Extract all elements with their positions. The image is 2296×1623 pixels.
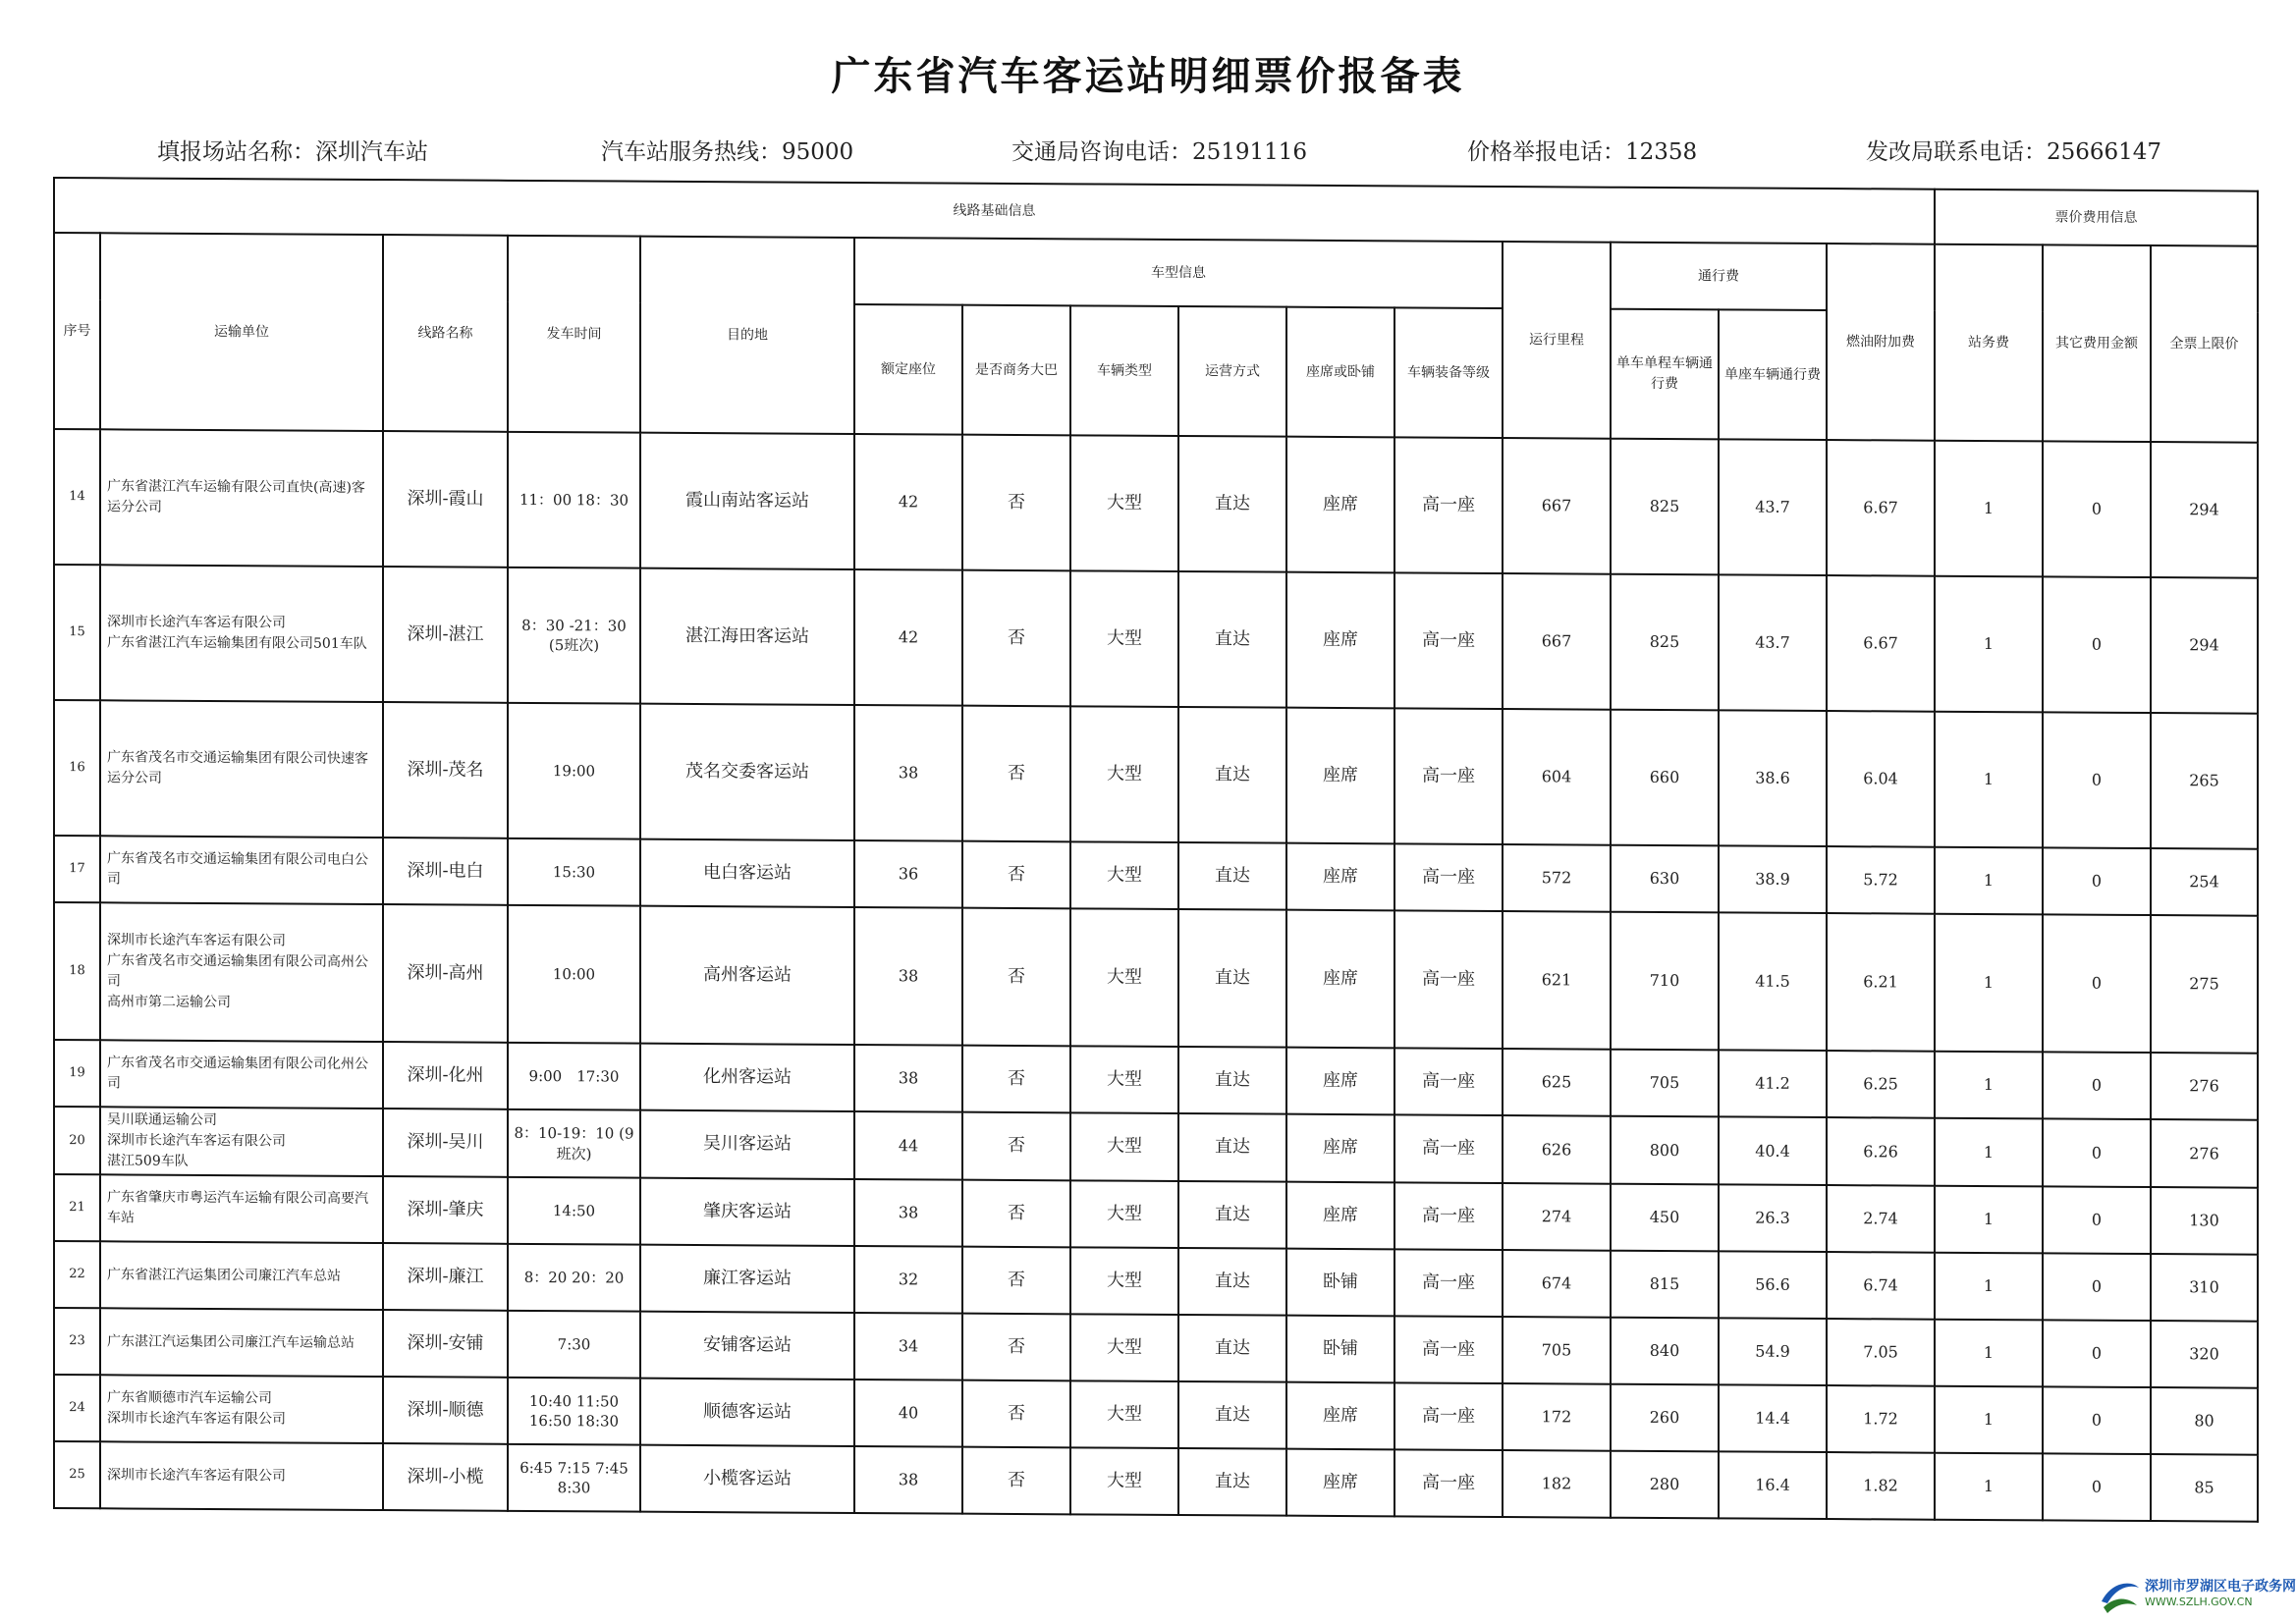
equipment-grade-cell: 高一座 <box>1394 1249 1503 1317</box>
fuel-surcharge-cell: 1.82 <box>1827 1452 1935 1520</box>
destination-cell: 湛江海田客运站 <box>640 568 854 705</box>
carrier-cell: 广东省茂名市交通运输集团有限公司化州公司 <box>100 1040 383 1109</box>
toll-per-seat-header: 单座车辆通行费 <box>1719 309 1827 440</box>
vehicle-type-cell: 大型 <box>1070 1112 1178 1181</box>
fuel-surcharge-cell: 5.72 <box>1827 846 1935 914</box>
operation-mode-cell: 直达 <box>1178 1181 1286 1249</box>
max-price-cell: 130 <box>2151 1187 2258 1255</box>
site-logo-cn-text: 深圳市罗湖区电子政务网 <box>2145 1579 2296 1595</box>
seq-cell: 18 <box>54 902 100 1040</box>
mileage-cell: 274 <box>1503 1183 1611 1251</box>
vehicle-type-cell: 大型 <box>1070 570 1178 707</box>
vehicle-type-cell: 大型 <box>1070 706 1178 842</box>
equipment-grade-cell: 高一座 <box>1394 1316 1503 1383</box>
fuel-surcharge-cell: 6.26 <box>1827 1117 1935 1186</box>
seat-or-sleeper-cell: 座席 <box>1286 1182 1394 1250</box>
operation-mode-cell: 直达 <box>1178 1448 1286 1516</box>
table-row <box>54 902 2258 1054</box>
station-fee-cell: 1 <box>1935 441 2043 577</box>
max-price-cell: 294 <box>2151 577 2258 714</box>
destination-cell: 茂名交委客运站 <box>640 704 854 840</box>
business-bus-cell: 否 <box>962 1380 1070 1448</box>
destination-cell: 高州客运站 <box>640 906 854 1045</box>
operation-mode-cell: 直达 <box>1178 1315 1286 1382</box>
toll-per-seat-cell: 14.4 <box>1719 1384 1827 1452</box>
other-fee-cell: 0 <box>2043 1453 2151 1521</box>
ndrc-phone-label: 发改局联系电话：25666147 <box>1866 139 2162 165</box>
other-fee-cell: 0 <box>2043 1118 2151 1187</box>
toll-per-seat-cell: 26.3 <box>1719 1184 1827 1252</box>
destination-cell: 顺德客运站 <box>640 1379 854 1446</box>
carrier-cell: 广东省湛江汽运集团公司廉江汽车总站 <box>100 1241 383 1310</box>
page-title: 广东省汽车客运站明细票价报备表 <box>831 54 1465 99</box>
vehicle-type-cell: 大型 <box>1070 908 1178 1047</box>
destination-cell: 廉江客运站 <box>640 1245 854 1313</box>
seats-cell: 38 <box>854 1179 962 1247</box>
business-bus-cell: 否 <box>962 435 1070 571</box>
route-name-cell: 深圳-廉江 <box>383 1243 508 1311</box>
operation-mode-cell: 直达 <box>1178 1047 1286 1114</box>
vehicle-type-cell: 大型 <box>1070 1247 1178 1315</box>
mileage-cell: 172 <box>1503 1383 1611 1451</box>
seq-cell: 16 <box>54 700 100 836</box>
seats-cell: 44 <box>854 1111 962 1180</box>
business-bus-cell: 否 <box>962 1046 1070 1113</box>
route-name-cell: 深圳-化州 <box>383 1042 508 1109</box>
table-row <box>54 1441 2258 1522</box>
transport-bureau-phone-label: 交通局咨询电话：25191116 <box>1011 139 1308 165</box>
max-price-cell: 80 <box>2151 1387 2258 1455</box>
equipment-grade-cell: 高一座 <box>1394 437 1503 573</box>
equipment-grade-cell: 高一座 <box>1394 1182 1503 1250</box>
max-price-header: 全票上限价 <box>2151 245 2258 443</box>
seat-or-sleeper-cell: 卧铺 <box>1286 1249 1394 1317</box>
fuel-surcharge-cell: 6.74 <box>1827 1252 1935 1320</box>
seats-cell: 42 <box>854 569 962 706</box>
mileage-cell: 182 <box>1503 1450 1611 1518</box>
max-price-cell: 275 <box>2151 915 2258 1054</box>
toll-per-seat-cell: 56.6 <box>1719 1251 1827 1319</box>
mileage-cell: 604 <box>1503 709 1611 845</box>
equipment-grade-cell: 高一座 <box>1394 1449 1503 1517</box>
other-fee-cell: 0 <box>2043 1320 2151 1387</box>
destination-cell: 肇庆客运站 <box>640 1178 854 1246</box>
toll-per-vehicle-cell: 825 <box>1611 439 1719 575</box>
depart-time-cell: 8：10-19：10 (9班次) <box>508 1109 640 1178</box>
fuel-surcharge-cell: 6.67 <box>1827 440 1935 576</box>
station-fee-cell: 1 <box>1935 576 2043 713</box>
table-row <box>54 700 2258 849</box>
toll-per-vehicle-cell: 660 <box>1611 710 1719 846</box>
carrier-cell: 深圳市长途汽车客运有限公司 广东省茂名市交通运输集团有限公司高州公司 高州市第二运输公司 <box>100 902 383 1042</box>
toll-per-seat-cell: 38.6 <box>1719 710 1827 846</box>
seq-header: 序号 <box>54 233 100 429</box>
carrier-cell: 广东省湛江汽车运输有限公司直快(高速)客运分公司 <box>100 429 383 567</box>
toll-per-vehicle-cell: 280 <box>1611 1451 1719 1519</box>
toll-per-seat-cell: 41.2 <box>1719 1050 1827 1117</box>
vehicle-type-cell: 大型 <box>1070 1180 1178 1248</box>
operation-mode-cell: 直达 <box>1178 436 1286 572</box>
seq-cell: 19 <box>54 1040 100 1107</box>
carrier-cell: 深圳市长途汽车客运有限公司 <box>100 1441 383 1510</box>
mileage-cell: 626 <box>1503 1115 1611 1184</box>
other-fee-cell: 0 <box>2043 914 2151 1053</box>
equipment-grade-cell: 高一座 <box>1394 708 1503 844</box>
seats-cell: 38 <box>854 1446 962 1514</box>
vehicle-info-header: 车型信息 <box>854 238 1503 308</box>
mileage-cell: 621 <box>1503 911 1611 1050</box>
toll-per-vehicle-header: 单车单程车辆通行费 <box>1611 309 1719 440</box>
station-fee-cell: 1 <box>1935 712 2043 848</box>
depart-time-cell: 7:30 <box>508 1311 640 1379</box>
vehicle-type-cell: 大型 <box>1070 841 1178 909</box>
station-fee-cell: 1 <box>1935 1052 2043 1119</box>
carrier-cell: 广东省肇庆市粤运汽车运输有限公司高要汽车站 <box>100 1174 383 1243</box>
column-header-row-1 <box>54 233 2258 313</box>
operation-mode-cell: 直达 <box>1178 571 1286 708</box>
seq-cell: 22 <box>54 1241 100 1308</box>
carrier-cell: 广东省茂名市交通运输集团有限公司快速客运分公司 <box>100 700 383 838</box>
operation-mode-cell: 直达 <box>1178 842 1286 910</box>
vehicle-type-cell: 大型 <box>1070 1046 1178 1113</box>
station-fee-header: 站务费 <box>1935 244 2043 442</box>
mileage-cell: 667 <box>1503 573 1611 710</box>
business-bus-cell: 否 <box>962 1314 1070 1381</box>
business-bus-cell: 否 <box>962 908 1070 1047</box>
equipment-grade-cell: 高一座 <box>1394 1382 1503 1450</box>
other-fee-header: 其它费用金额 <box>2043 244 2151 442</box>
seats-cell: 38 <box>854 907 962 1046</box>
toll-per-vehicle-cell: 630 <box>1611 845 1719 913</box>
vehicle-type-header: 车辆类型 <box>1070 305 1178 436</box>
business-bus-cell: 否 <box>962 1247 1070 1315</box>
site-logo-icon <box>2098 1576 2141 1615</box>
toll-per-vehicle-cell: 800 <box>1611 1116 1719 1185</box>
seat-or-sleeper-cell: 座席 <box>1286 437 1394 573</box>
business-bus-header: 是否商务大巴 <box>962 305 1070 436</box>
mileage-cell: 667 <box>1503 438 1611 574</box>
max-price-cell: 254 <box>2151 848 2258 916</box>
business-bus-cell: 否 <box>962 1112 1070 1181</box>
route-name-cell: 深圳-茂名 <box>383 702 508 839</box>
depart-time-cell: 8：20 20：20 <box>508 1244 640 1312</box>
toll-per-vehicle-cell: 840 <box>1611 1318 1719 1385</box>
max-price-cell: 85 <box>2151 1454 2258 1522</box>
operation-mode-cell: 直达 <box>1178 1248 1286 1316</box>
station-fee-cell: 1 <box>1935 1386 2043 1454</box>
depart-time-cell: 10:00 <box>508 905 640 1044</box>
seat-or-sleeper-cell: 座席 <box>1286 1382 1394 1450</box>
seat-or-sleeper-cell: 座席 <box>1286 843 1394 911</box>
seq-cell: 20 <box>54 1107 100 1174</box>
route-name-cell: 深圳-小榄 <box>383 1443 508 1511</box>
other-fee-cell: 0 <box>2043 1253 2151 1321</box>
seq-cell: 24 <box>54 1375 100 1441</box>
other-fee-cell: 0 <box>2043 441 2151 577</box>
depart-time-cell: 19:00 <box>508 703 640 839</box>
toll-per-vehicle-cell: 450 <box>1611 1184 1719 1252</box>
operation-mode-cell: 直达 <box>1178 1113 1286 1182</box>
table-row <box>54 429 2258 578</box>
vehicle-type-cell: 大型 <box>1070 435 1178 571</box>
mileage-cell: 705 <box>1503 1317 1611 1384</box>
route-name-cell: 深圳-顺德 <box>383 1377 508 1444</box>
station-fee-cell: 1 <box>1935 1253 2043 1321</box>
toll-per-seat-cell: 16.4 <box>1719 1451 1827 1519</box>
seats-cell: 36 <box>854 840 962 908</box>
depart-time-cell: 8：30 -21：30 (5班次) <box>508 568 640 704</box>
equipment-grade-cell: 高一座 <box>1394 910 1503 1049</box>
fee-info-header: 票价费用信息 <box>1935 189 2258 246</box>
other-fee-cell: 0 <box>2043 1052 2151 1119</box>
mileage-cell: 572 <box>1503 844 1611 912</box>
vehicle-type-cell: 大型 <box>1070 1314 1178 1381</box>
toll-per-seat-cell: 38.9 <box>1719 845 1827 913</box>
toll-per-seat-cell: 54.9 <box>1719 1318 1827 1385</box>
route-name-cell: 深圳-安铺 <box>383 1310 508 1378</box>
fuel-surcharge-cell: 1.72 <box>1827 1385 1935 1453</box>
max-price-cell: 276 <box>2151 1053 2258 1120</box>
seats-cell: 40 <box>854 1380 962 1447</box>
seat-or-sleeper-header: 座席或卧铺 <box>1286 307 1394 438</box>
carrier-header: 运输单位 <box>100 233 383 431</box>
route-name-cell: 深圳-吴川 <box>383 1109 508 1177</box>
max-price-cell: 294 <box>2151 442 2258 578</box>
station-fee-cell: 1 <box>1935 847 2043 915</box>
mileage-cell: 625 <box>1503 1049 1611 1116</box>
route-name-cell: 深圳-霞山 <box>383 431 508 568</box>
seq-cell: 25 <box>54 1441 100 1508</box>
business-bus-cell: 否 <box>962 1180 1070 1248</box>
seat-or-sleeper-cell: 座席 <box>1286 708 1394 844</box>
seq-cell: 23 <box>54 1308 100 1375</box>
seat-or-sleeper-cell: 卧铺 <box>1286 1316 1394 1383</box>
site-logo <box>2098 1576 2296 1615</box>
toll-per-seat-cell: 40.4 <box>1719 1116 1827 1185</box>
equipment-grade-cell: 高一座 <box>1394 1114 1503 1183</box>
destination-cell: 吴川客运站 <box>640 1110 854 1179</box>
max-price-cell: 276 <box>2151 1119 2258 1188</box>
equipment-grade-cell: 高一座 <box>1394 843 1503 911</box>
vehicle-type-cell: 大型 <box>1070 1447 1178 1515</box>
seq-cell: 21 <box>54 1174 100 1241</box>
depart-time-cell: 6:45 7:15 7:45 8:30 <box>508 1444 640 1512</box>
depart-time-header: 发车时间 <box>508 236 640 433</box>
max-price-cell: 310 <box>2151 1254 2258 1322</box>
station-hotline-label: 汽车站服务热线：95000 <box>601 139 854 165</box>
seq-cell: 17 <box>54 836 100 902</box>
station-fee-cell: 1 <box>1935 914 2043 1053</box>
seat-or-sleeper-cell: 座席 <box>1286 1048 1394 1115</box>
fuel-surcharge-cell: 2.74 <box>1827 1185 1935 1253</box>
max-price-cell: 265 <box>2151 713 2258 849</box>
seats-header: 额定座位 <box>854 304 962 435</box>
equipment-grade-header: 车辆装备等级 <box>1394 307 1503 438</box>
seq-cell: 15 <box>54 565 100 700</box>
business-bus-cell: 否 <box>962 706 1070 842</box>
seats-cell: 38 <box>854 1045 962 1112</box>
fuel-surcharge-cell: 6.67 <box>1827 575 1935 712</box>
equipment-grade-cell: 高一座 <box>1394 572 1503 709</box>
fuel-surcharge-cell: 6.04 <box>1827 711 1935 847</box>
carrier-cell: 广东省顺德市汽车运输公司 深圳市长途汽车客运有限公司 <box>100 1375 383 1443</box>
price-report-phone-label: 价格举报电话：12358 <box>1467 139 1698 165</box>
mileage-header: 运行里程 <box>1503 242 1611 439</box>
seats-cell: 38 <box>854 705 962 841</box>
station-fee-cell: 1 <box>1935 1320 2043 1387</box>
carrier-cell: 深圳市长途汽车客运有限公司 广东省湛江汽车运输集团有限公司501车队 <box>100 565 383 702</box>
toll-per-seat-cell: 41.5 <box>1719 912 1827 1051</box>
other-fee-cell: 0 <box>2043 576 2151 713</box>
other-fee-cell: 0 <box>2043 1386 2151 1454</box>
carrier-cell: 吴川联通运输公司 深圳市长途汽车客运有限公司 湛江509车队 <box>100 1107 383 1176</box>
max-price-cell: 320 <box>2151 1321 2258 1388</box>
business-bus-cell: 否 <box>962 841 1070 909</box>
operation-mode-cell: 直达 <box>1178 1381 1286 1449</box>
depart-time-cell: 9:00 17:30 <box>508 1043 640 1110</box>
vehicle-type-cell: 大型 <box>1070 1380 1178 1448</box>
seq-cell: 14 <box>54 429 100 565</box>
route-basic-info-header: 线路基础信息 <box>54 178 1935 244</box>
fuel-surcharge-cell: 6.21 <box>1827 913 1935 1052</box>
seats-cell: 34 <box>854 1313 962 1380</box>
mileage-cell: 674 <box>1503 1250 1611 1318</box>
seats-cell: 42 <box>854 434 962 570</box>
fuel-surcharge-cell: 6.25 <box>1827 1051 1935 1118</box>
station-fee-cell: 1 <box>1935 1118 2043 1187</box>
seat-or-sleeper-cell: 座席 <box>1286 910 1394 1049</box>
seats-cell: 32 <box>854 1246 962 1314</box>
route-name-cell: 深圳-湛江 <box>383 567 508 703</box>
toll-per-vehicle-cell: 825 <box>1611 574 1719 711</box>
seat-or-sleeper-cell: 座席 <box>1286 1114 1394 1183</box>
carrier-cell: 广东湛江汽运集团公司廉江汽车运输总站 <box>100 1308 383 1377</box>
fuel-surcharge-cell: 7.05 <box>1827 1319 1935 1386</box>
route-name-cell: 深圳-电白 <box>383 838 508 905</box>
table-row <box>54 565 2258 714</box>
depart-time-cell: 14:50 <box>508 1177 640 1245</box>
carrier-cell: 广东省茂名市交通运输集团有限公司电白公司 <box>100 836 383 904</box>
route-name-header: 线路名称 <box>383 235 508 432</box>
route-name-cell: 深圳-肇庆 <box>383 1176 508 1244</box>
destination-cell: 安铺客运站 <box>640 1312 854 1380</box>
destination-cell: 化州客运站 <box>640 1044 854 1111</box>
destination-cell: 霞山南站客运站 <box>640 433 854 569</box>
operation-mode-cell: 直达 <box>1178 909 1286 1048</box>
fuel-surcharge-header: 燃油附加费 <box>1827 243 1935 441</box>
destination-cell: 小榄客运站 <box>640 1445 854 1513</box>
business-bus-cell: 否 <box>962 570 1070 707</box>
other-fee-cell: 0 <box>2043 712 2151 848</box>
station-name-label: 填报场站名称：深圳汽车站 <box>157 139 428 165</box>
toll-per-seat-cell: 43.7 <box>1719 439 1827 575</box>
seat-or-sleeper-cell: 座席 <box>1286 572 1394 709</box>
depart-time-cell: 15:30 <box>508 839 640 906</box>
toll-header: 通行费 <box>1611 243 1827 310</box>
operation-mode-header: 运营方式 <box>1178 306 1286 437</box>
toll-per-vehicle-cell: 815 <box>1611 1251 1719 1319</box>
business-bus-cell: 否 <box>962 1447 1070 1515</box>
operation-mode-cell: 直达 <box>1178 707 1286 843</box>
site-logo-url-text: WWW.SZLH.GOV.CN <box>2145 1596 2253 1608</box>
toll-per-vehicle-cell: 260 <box>1611 1384 1719 1452</box>
toll-per-vehicle-cell: 705 <box>1611 1050 1719 1117</box>
route-name-cell: 深圳-高州 <box>383 904 508 1043</box>
depart-time-cell: 10:40 11:50 16:50 18:30 <box>508 1378 640 1445</box>
station-fee-cell: 1 <box>1935 1186 2043 1254</box>
destination-header: 目的地 <box>640 237 854 434</box>
equipment-grade-cell: 高一座 <box>1394 1048 1503 1115</box>
seat-or-sleeper-cell: 座席 <box>1286 1449 1394 1517</box>
toll-per-seat-cell: 43.7 <box>1719 574 1827 711</box>
destination-cell: 电白客运站 <box>640 839 854 907</box>
depart-time-cell: 11：00 18：30 <box>508 432 640 568</box>
fare-table <box>53 177 2259 1523</box>
other-fee-cell: 0 <box>2043 847 2151 915</box>
station-fee-cell: 1 <box>1935 1453 2043 1521</box>
toll-per-vehicle-cell: 710 <box>1611 912 1719 1051</box>
other-fee-cell: 0 <box>2043 1186 2151 1254</box>
